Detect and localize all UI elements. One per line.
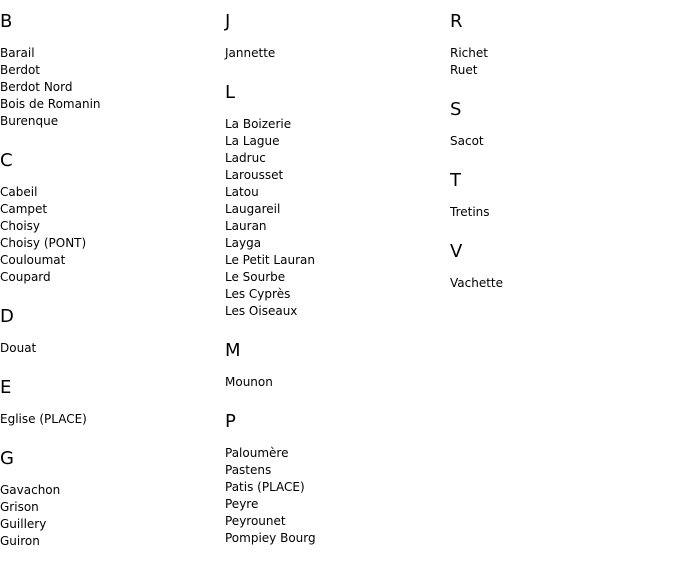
street-name-item: Berdot [0, 63, 41, 77]
letter-group [225, 340, 450, 391]
street-list [225, 116, 450, 320]
section-letter-heading: P [225, 411, 236, 432]
index-column-2 [225, 0, 450, 567]
street-name-item: Layga [225, 236, 262, 250]
letter-group [225, 11, 450, 62]
letter-group [0, 11, 225, 130]
street-name-item: Richet [450, 46, 488, 60]
street-name-item: Patis (PLACE) [225, 480, 305, 494]
section-letter-heading: M [225, 340, 241, 361]
street-name-item: Coupard [0, 270, 51, 284]
street-name-item: Berdot Nord [0, 80, 73, 94]
letter-group [225, 82, 450, 320]
letter-group [0, 150, 225, 286]
street-name-item: Tretins [450, 205, 490, 219]
section-letter-heading: G [0, 448, 14, 469]
section-letter-heading: D [0, 306, 14, 327]
street-name-item: Grison [0, 500, 39, 514]
section-letter-heading: V [450, 241, 463, 262]
street-list [225, 45, 450, 62]
street-name-item: Guillery [0, 517, 47, 531]
section-letter-heading: C [0, 150, 13, 171]
street-name-item: Ruet [450, 63, 478, 77]
letter-group [0, 306, 225, 357]
street-name-item: Les Oiseaux [225, 304, 298, 318]
letter-group [450, 170, 675, 221]
street-list [225, 445, 450, 547]
street-list [0, 184, 225, 286]
street-name-item: Vachette [450, 276, 504, 290]
street-list [0, 340, 225, 357]
street-name-item: Paloumère [225, 446, 289, 460]
street-name-item: Laugareil [225, 202, 281, 216]
letter-group [450, 241, 675, 292]
letter-group [0, 448, 225, 550]
street-list [225, 374, 450, 391]
letter-group [225, 411, 450, 547]
section-letter-heading: R [450, 11, 463, 32]
section-letter-heading: E [0, 377, 12, 398]
street-name-item: Gavachon [0, 483, 61, 497]
street-name-item: Larousset [225, 168, 284, 182]
street-name-item: Barail [0, 46, 35, 60]
street-name-item: Guiron [0, 534, 40, 548]
section-letter-heading: L [225, 82, 236, 103]
street-name-item: Peyrounet [225, 514, 286, 528]
street-name-item: Choisy [0, 219, 41, 233]
street-name-item: Eglise (PLACE) [0, 412, 87, 426]
street-name-item: Sacot [450, 134, 484, 148]
street-name-item: Lauran [225, 219, 267, 233]
street-name-item: Campet [0, 202, 48, 216]
section-letter-heading: T [450, 170, 461, 191]
street-name-item: Douat [0, 341, 37, 355]
street-name-item: Couloumat [0, 253, 66, 267]
index-column-1 [0, 0, 225, 570]
street-name-item: Le Petit Lauran [225, 253, 315, 267]
street-name-item: Ladruc [225, 151, 266, 165]
street-name-item: Latou [225, 185, 259, 199]
street-name-item: Les Cyprès [225, 287, 291, 301]
letter-group [450, 99, 675, 150]
letter-group [450, 11, 675, 79]
street-list [450, 133, 675, 150]
street-name-item: Pastens [225, 463, 272, 477]
street-name-item: Bois de Romanin [0, 97, 101, 111]
street-name-item: La Boizerie [225, 117, 292, 131]
street-list [0, 45, 225, 130]
section-letter-heading: J [225, 11, 231, 32]
street-list [0, 411, 225, 428]
street-name-item: La Lague [225, 134, 280, 148]
section-letter-heading: S [450, 99, 462, 120]
street-list [450, 275, 675, 292]
street-name-item: Peyre [225, 497, 259, 511]
street-name-item: Jannette [225, 46, 276, 60]
street-name-item: Pompiey Bourg [225, 531, 316, 545]
street-list [450, 45, 675, 79]
street-name-item: Cabeil [0, 185, 38, 199]
street-list [450, 204, 675, 221]
street-list [0, 482, 225, 550]
street-name-item: Mounon [225, 375, 273, 389]
street-name-item: Choisy (PONT) [0, 236, 87, 250]
letter-group [0, 377, 225, 428]
street-name-item: Le Sourbe [225, 270, 286, 284]
street-name-item: Burenque [0, 114, 59, 128]
index-column-3 [450, 0, 675, 312]
section-letter-heading: B [0, 11, 13, 32]
